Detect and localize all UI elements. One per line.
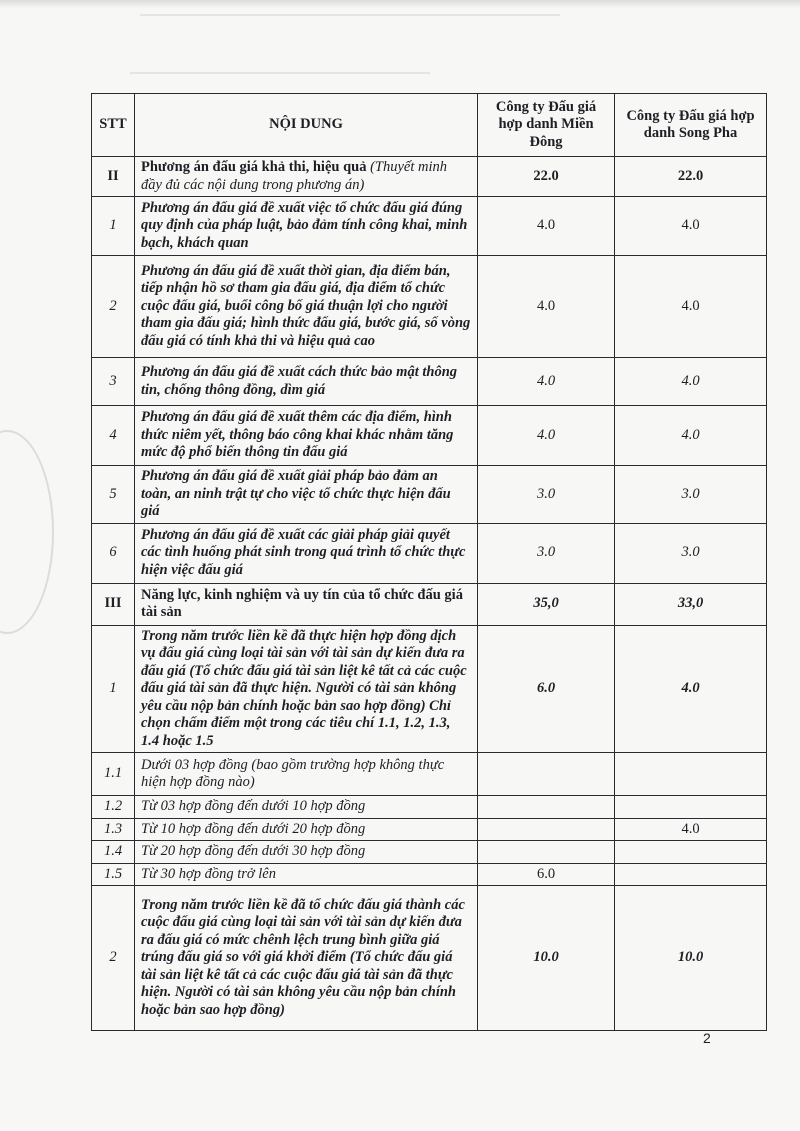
row-score-mien-dong: 6.0: [478, 625, 615, 753]
table-row: [92, 583, 767, 625]
row-score-mien-dong: 4.0: [478, 256, 615, 358]
table-row: [92, 466, 767, 524]
row-stt: 2: [92, 886, 135, 1031]
row-stt: 1: [92, 625, 135, 753]
row-content: [135, 157, 478, 197]
row-score-song-pha: 33,0: [615, 583, 767, 625]
row-score-song-pha: 4.0: [615, 625, 767, 753]
row-score-mien-dong: 4.0: [478, 197, 615, 256]
row-content: Phương án đấu giá đề xuất thời gian, địa điểm bán, tiếp nhận hồ sơ tham gia đấu giá, địa điểm tổ chức cuộc đấu giá, buổi công bố giá thuận lợi cho người tham gia đấu giá; hình thức đấu giá, bước giá, số vòng đấu giá có tính khả thi và hiệu quả cao: [135, 256, 478, 358]
row-stt: 1.4: [92, 841, 135, 864]
row-score-song-pha: 3.0: [615, 523, 767, 583]
row-score-song-pha: 10.0: [615, 886, 767, 1031]
row-score-song-pha: 22.0: [615, 157, 767, 197]
table-row: [92, 197, 767, 256]
row-stt: 2: [92, 256, 135, 358]
row-score-song-pha: [615, 796, 767, 819]
row-content-italic: (Thuyết minh đầy đủ các nội dung trong phương án): [141, 159, 448, 193]
row-content: Phương án đấu giá đề xuất các giải pháp giải quyết các tình huống phát sinh trong quá trình tổ chức thực hiện việc đấu giá: [135, 523, 478, 583]
row-content: Từ 20 hợp đồng đến dưới 30 hợp đồng: [135, 841, 478, 864]
row-score-song-pha: [615, 841, 767, 864]
table-row: [92, 157, 767, 197]
row-stt: 5: [92, 466, 135, 524]
header-company-song-pha: Công ty Đấu giá hợp danh Song Pha: [615, 94, 767, 157]
table-header-row: [92, 94, 767, 157]
row-score-mien-dong: 4.0: [478, 406, 615, 466]
row-content-bold: Phương án đấu giá khả thi, hiệu quả: [141, 159, 367, 175]
row-content: Trong năm trước liền kề đã tổ chức đấu giá thành các cuộc đấu giá cùng loại tài sản với tài sản dự kiến đưa ra đấu giá có mức chênh lệch trung bình giữa giá trúng đấu giá so với giá khởi điểm (Tổ chức đấu giá tài sản liệt kê tất cả các cuộc đấu giá tài sản đã thực hiện. Người có tài sản không yêu cầu nộp bản chính hoặc bản sao hợp đồng): [135, 886, 478, 1031]
table-row: [92, 796, 767, 819]
row-score-mien-dong: 35,0: [478, 583, 615, 625]
row-stt: 1: [92, 197, 135, 256]
table-row: [92, 523, 767, 583]
row-stt: 6: [92, 523, 135, 583]
row-score-mien-dong: [478, 796, 615, 819]
row-score-song-pha: 4.0: [615, 406, 767, 466]
page-number: 2: [703, 1030, 711, 1046]
row-content: Năng lực, kinh nghiệm và uy tín của tổ chức đấu giá tài sản: [135, 583, 478, 625]
bleed-through-line: [130, 72, 430, 74]
row-score-mien-dong: 22.0: [478, 157, 615, 197]
row-stt: II: [92, 157, 135, 197]
table-row: [92, 625, 767, 753]
bleed-through-line: [140, 14, 560, 16]
table-row: [92, 863, 767, 886]
header-company-mien-dong: Công ty Đấu giá hợp danh Miền Đông: [478, 94, 615, 157]
page-top-edge: [0, 0, 800, 8]
table-row: [92, 256, 767, 358]
row-score-mien-dong: 4.0: [478, 358, 615, 406]
row-content: Phương án đấu giá đề xuất cách thức bảo mật thông tin, chống thông đồng, dìm giá: [135, 358, 478, 406]
row-content: Dưới 03 hợp đồng (bao gồm trường hợp không thực hiện hợp đồng nào): [135, 753, 478, 796]
scoring-table: [91, 93, 767, 1031]
row-content: Từ 10 hợp đồng đến dưới 20 hợp đồng: [135, 818, 478, 841]
row-content: Trong năm trước liền kề đã thực hiện hợp đồng dịch vụ đấu giá cùng loại tài sản với tài sản dự kiến đưa ra đấu giá (Tổ chức đấu giá tài sản liệt kê tất cả các cuộc đấu giá tài sản đã thực hiện. Người có tài sản không yêu cầu nộp bản chính hoặc bản sao hợp đồng) Chỉ chọn chấm điểm một trong các tiêu chí 1.1, 1.2, 1.3, 1.4 hoặc 1.5: [135, 625, 478, 753]
table-row: [92, 753, 767, 796]
table-row: [92, 841, 767, 864]
row-score-mien-dong: [478, 753, 615, 796]
row-score-song-pha: 4.0: [615, 197, 767, 256]
row-score-song-pha: 4.0: [615, 818, 767, 841]
row-score-mien-dong: 6.0: [478, 863, 615, 886]
row-content: Phương án đấu giá đề xuất giải pháp bảo đảm an toàn, an ninh trật tự cho việc tổ chức thực hiện đấu giá: [135, 466, 478, 524]
table-row: [92, 358, 767, 406]
row-stt: 4: [92, 406, 135, 466]
row-score-song-pha: 4.0: [615, 256, 767, 358]
row-score-mien-dong: 10.0: [478, 886, 615, 1031]
row-stt: III: [92, 583, 135, 625]
row-score-song-pha: 3.0: [615, 466, 767, 524]
row-content: Phương án đấu giá đề xuất việc tổ chức đấu giá đúng quy định của pháp luật, bảo đảm tính công khai, minh bạch, khách quan: [135, 197, 478, 256]
header-stt: STT: [92, 94, 135, 157]
row-content: Từ 03 hợp đồng đến dưới 10 hợp đồng: [135, 796, 478, 819]
row-score-song-pha: [615, 863, 767, 886]
table-row: [92, 818, 767, 841]
stamp-partial-mark: [0, 430, 54, 634]
row-stt: 3: [92, 358, 135, 406]
table-row: [92, 406, 767, 466]
row-score-song-pha: [615, 753, 767, 796]
row-stt: 1.5: [92, 863, 135, 886]
row-score-song-pha: 4.0: [615, 358, 767, 406]
row-content: Từ 30 hợp đồng trở lên: [135, 863, 478, 886]
row-content: Phương án đấu giá đề xuất thêm các địa điểm, hình thức niêm yết, thông báo công khai khác nhằm tăng mức độ phổ biến thông tin đấu giá: [135, 406, 478, 466]
table-row: [92, 886, 767, 1031]
row-stt: 1.2: [92, 796, 135, 819]
row-score-mien-dong: 3.0: [478, 523, 615, 583]
row-score-mien-dong: [478, 841, 615, 864]
row-score-mien-dong: 3.0: [478, 466, 615, 524]
row-stt: 1.3: [92, 818, 135, 841]
header-content: NỘI DUNG: [135, 94, 478, 157]
row-score-mien-dong: [478, 818, 615, 841]
row-stt: 1.1: [92, 753, 135, 796]
